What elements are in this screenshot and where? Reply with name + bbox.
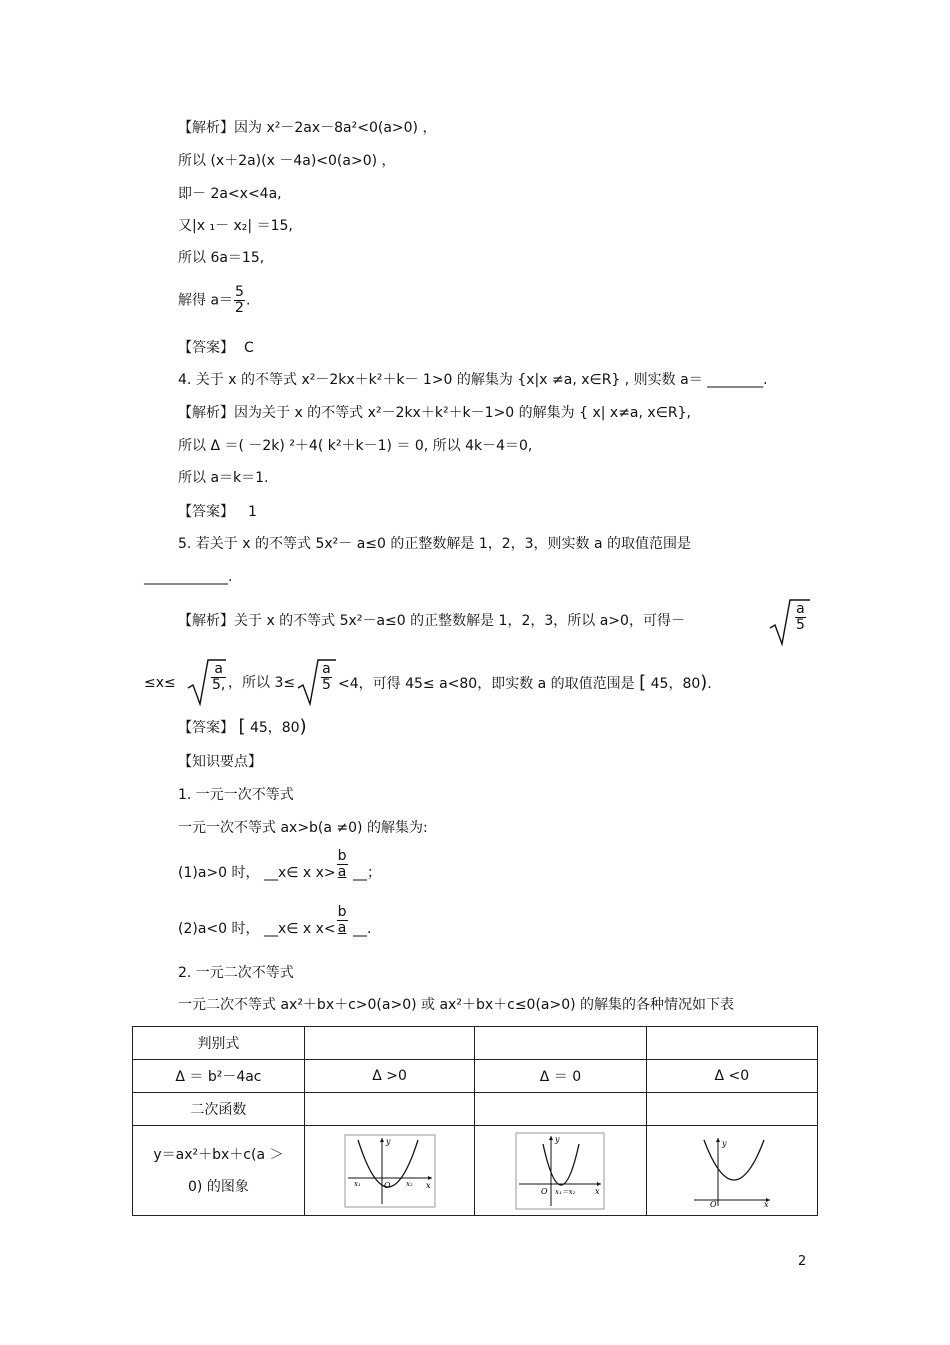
answer-4 — [178, 503, 257, 521]
solution-3-line-4: 又|x ₁－ x₂| ＝15, — [178, 218, 293, 234]
solution-text: 【解析】关于 x 的不等式 5x²－a≤0 的正整数解是 1，2，3，所以 a>0，可得－ — [178, 613, 685, 629]
knowledge-title: 【知识要点】 — [178, 754, 262, 770]
case-text: __. — [348, 921, 372, 937]
fraction — [321, 662, 332, 693]
question-4: 4. 关于 x 的不等式 x²－2kx＋k²＋k－ 1>0 的解集为 {x|x ≠a, x∈R} , 则实数 a＝ ________. — [178, 372, 768, 388]
fraction-denominator: 5 — [322, 677, 331, 693]
case-text: (1)a>0 时， __x∈ x x> — [178, 865, 336, 881]
fraction-denominator: a — [337, 919, 347, 936]
table-cell: Δ ＝ b²－4ac — [133, 1060, 305, 1093]
parabola-no-roots-graph — [690, 1134, 774, 1208]
solution-5-l2-a: ≤x≤ — [144, 675, 176, 691]
fraction-numerator: b — [337, 847, 347, 864]
solution-3-line-2: 所以 (x＋2a)(x －4a)<0(a>0) ， — [178, 153, 396, 169]
denominator-value: 5 — [212, 677, 221, 693]
table-cell — [304, 1027, 474, 1060]
answer-value: 45，80 — [249, 720, 300, 736]
question-5-line-1: 5. 若关于 x 的不等式 5x²－ a≤0 的正整数解是 1，2，3，则实数 a 的取值范围是 — [178, 536, 692, 552]
fraction — [211, 662, 226, 693]
graph-row-label-2: 0) 的图象 — [188, 1178, 249, 1195]
fraction-denominator: a — [337, 863, 347, 880]
table-cell: 判别式 — [133, 1027, 305, 1060]
table-cell — [475, 1093, 646, 1126]
fraction-numerator: b — [337, 903, 347, 920]
table-cell — [646, 1126, 817, 1216]
x-axis-label: x — [425, 1180, 431, 1190]
solution-text: <4，可得 45≤ a<80，即实数 a 的取值范围是 — [338, 676, 635, 692]
double-root-label: x₁＝x₂ — [555, 1187, 576, 1196]
parabola-two-roots-graph — [344, 1134, 436, 1208]
answer-value: C — [244, 340, 254, 356]
origin-label: O — [709, 1199, 717, 1208]
section-2-title: 2. 一元二次不等式 — [178, 965, 294, 981]
table-cell: Δ <0 — [646, 1060, 817, 1093]
answer-value: 1 — [248, 504, 257, 520]
table-cell — [304, 1126, 474, 1216]
parabola-one-root-graph — [515, 1132, 605, 1210]
solution-3-line-5: 所以 6a＝15, — [178, 250, 265, 266]
answer-5 — [178, 718, 307, 737]
fraction-numerator: 5 — [235, 284, 244, 300]
question-5-line-2: ____________. — [144, 569, 233, 585]
table-row — [133, 1126, 818, 1216]
table-cell — [475, 1126, 646, 1216]
fraction-numerator: a — [322, 661, 331, 677]
solution-3-line-1 — [178, 119, 436, 137]
solution-text: . — [245, 292, 251, 309]
solution-5-l2-b: ，所以 3≤ — [228, 675, 296, 691]
solution-3-line-6 — [178, 285, 250, 316]
table-cell — [475, 1027, 646, 1060]
sqrt-a-over-5 — [768, 598, 812, 646]
case-text: __； — [348, 865, 381, 881]
bracket-right: ) — [700, 672, 708, 693]
table-row — [133, 1060, 818, 1093]
fraction-numerator: a — [796, 601, 805, 617]
table-cell — [304, 1093, 474, 1126]
case-1 — [178, 847, 381, 882]
origin-label: O — [541, 1186, 549, 1196]
table-cell: Δ ＝ 0 — [475, 1060, 646, 1093]
fraction — [234, 285, 245, 316]
x-axis-label: x — [595, 1186, 600, 1196]
table-row — [133, 1027, 818, 1060]
fraction — [337, 905, 348, 936]
sqrt-a-over-5 — [296, 658, 340, 706]
root-x2-label: x₂ — [405, 1179, 413, 1188]
solution-4-line-3: 所以 a＝k＝1. — [178, 470, 269, 486]
solution-4-line-1: 【解析】因为关于 x 的不等式 x²－2kx＋k²＋k－1>0 的解集为 { x| x≠a, x∈R}, — [178, 405, 691, 421]
table-cell — [646, 1027, 817, 1060]
bracket-left: [ — [238, 716, 246, 737]
sqrt-a-over-5 — [186, 658, 230, 706]
fraction — [795, 602, 806, 633]
answer-tag: 【答案】 — [178, 504, 234, 520]
case-2 — [178, 903, 372, 938]
quadratic-inequality-table — [132, 1026, 818, 1216]
fraction-denominator: 2 — [235, 300, 244, 316]
section-1-title: 1. 一元一次不等式 — [178, 787, 294, 803]
solution-3-line-3: 即－ 2a<x<4a, — [178, 186, 282, 202]
y-axis-label: y — [555, 1134, 560, 1144]
table-row — [133, 1093, 818, 1126]
bracket-right: ) — [299, 716, 307, 737]
solution-5-l2-c — [338, 674, 712, 693]
graph-row-label-1: y＝ax²＋bx＋c(a ＞ — [153, 1146, 284, 1163]
fraction-denominator: 5, — [212, 677, 226, 693]
origin-label: O — [383, 1180, 391, 1190]
table-cell: Δ >0 — [304, 1060, 474, 1093]
solution-5-line-1 — [178, 612, 685, 630]
answer-3 — [178, 339, 254, 357]
fraction-denominator: 5 — [796, 617, 805, 633]
period: . — [707, 676, 712, 692]
bracket-left: [ — [639, 672, 647, 693]
y-axis-label: y — [721, 1138, 727, 1148]
section-1-desc: 一元一次不等式 ax>b(a ≠0) 的解集为: — [178, 820, 428, 836]
fraction — [337, 849, 348, 880]
answer-tag: 【答案】 — [178, 720, 234, 736]
radical-sign — [296, 658, 340, 706]
x-axis-label: x — [763, 1199, 769, 1208]
table-cell: 二次函数 — [133, 1093, 305, 1126]
y-axis-label: y — [385, 1136, 391, 1146]
range-value: 45，80 — [650, 676, 701, 692]
case-text: (2)a<0 时， __x∈ x x< — [178, 921, 336, 937]
root-x1-label: x₁ — [353, 1179, 361, 1188]
solution-text: 因为 x²－2ax－8a²<0(a>0) ， — [234, 120, 437, 136]
solution-4-line-2: 所以 Δ ＝( －2k) ²＋4( k²＋k－1) ＝ 0, 所以 4k－4＝0, — [178, 438, 533, 454]
table-cell — [133, 1126, 305, 1216]
fraction-numerator: a — [211, 662, 226, 678]
table-cell — [646, 1093, 817, 1126]
section-2-desc: 一元二次不等式 ax²＋bx＋c>0(a>0) 或 ax²＋bx＋c≤0(a>0) 的解集的各种情况如下表 — [178, 997, 735, 1013]
analysis-tag: 【解析】 — [178, 120, 234, 136]
page-number: 2 — [798, 1254, 807, 1269]
solution-text: 解得 a＝ — [178, 292, 234, 309]
answer-tag: 【答案】 — [178, 340, 234, 356]
